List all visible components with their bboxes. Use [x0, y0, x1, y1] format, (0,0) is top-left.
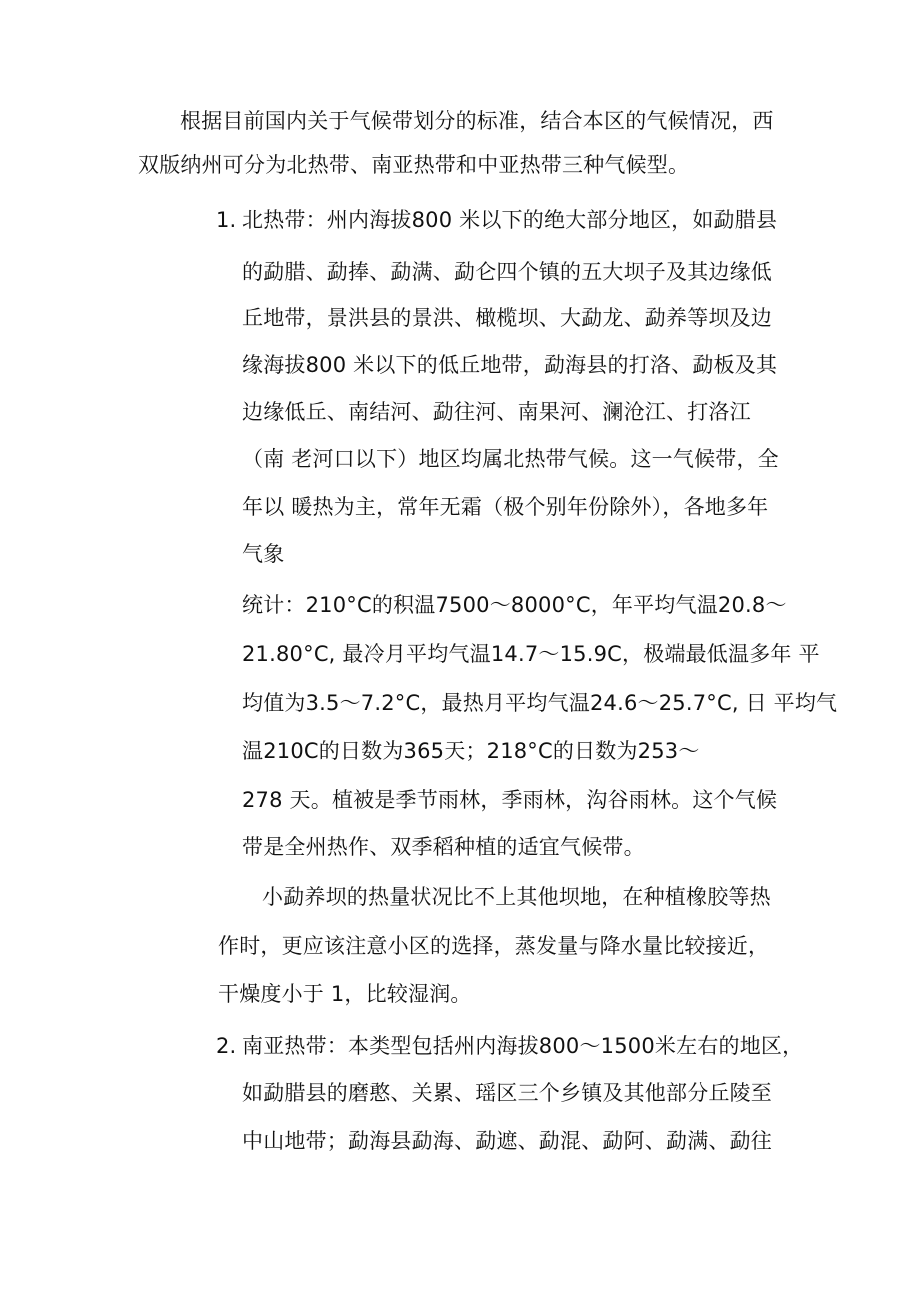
section-1-line: 边缘低丘、南结河、勐往河、南果河、澜沧江、打洛江: [242, 400, 751, 424]
section-1-line: （南 老河口以下）地区均属北热带气候。这一气候带，全: [242, 447, 779, 471]
section-1-line: 缘海拔800 米以下的低丘地带，勐海县的打洛、勐板及其: [242, 353, 778, 377]
section-1-line: 温210C的日数为365天；218°C的日数为253〜: [242, 739, 700, 763]
note-line: 干燥度小于 1，比较湿润。: [218, 982, 472, 1006]
section-1-line: 278 天。植被是季节雨林，季雨林，沟谷雨林。这个气候: [242, 788, 778, 812]
note-line: 作时，更应该注意小区的选择，蒸发量与降水量比较接近，: [218, 934, 770, 958]
section-2-line: 南亚热带：本类型包括州内海拔800〜1500米左右的地区，: [242, 1034, 804, 1058]
section-1-line: 带是全州热作、双季稻种植的适宜气候带。: [242, 835, 645, 859]
section-1-line: 丘地带，景洪县的景洪、橄榄坝、大勐龙、勐养等坝及边: [242, 306, 772, 330]
section-1-line: 均值为3.5〜7.2°C，最热月平均气温24.6〜25.7°C, 日 平均气: [242, 691, 838, 715]
intro-line-2: 双版纳州可分为北热带、南亚热带和中亚热带三种气候型。: [138, 153, 690, 177]
section-2-line: 中山地带；勐海县勐海、勐遮、勐混、勐阿、勐满、勐往: [242, 1129, 772, 1153]
section-1-line: 的勐腊、勐捧、勐满、勐仑四个镇的五大坝子及其边缘低: [242, 260, 772, 284]
section-2-number: 2.: [216, 1034, 237, 1058]
intro-line-1: 根据目前国内关于气候带划分的标准，结合本区的气候情况，西: [180, 109, 774, 133]
section-1-line: 年以 暖热为主，常年无霜（极个别年份除外），各地多年: [242, 495, 769, 519]
section-1-line: 北热带：州内海拔800 米以下的绝大部分地区，如勐腊县: [242, 208, 778, 232]
section-1-line: 21.80°C, 最冷月平均气温14.7〜15.9C，极端最低温多年 平: [242, 642, 820, 666]
note-line: 小勐养坝的热量状况比不上其他坝地，在种植橡胶等热: [262, 885, 771, 909]
section-1-line: 统计：210°C的积温7500〜8000°C，年平均气温20.8〜: [242, 593, 787, 617]
section-1-number: 1.: [216, 208, 237, 232]
section-1-line: 气象: [242, 542, 285, 566]
section-2-line: 如勐腊县的磨憨、关累、瑶区三个乡镇及其他部分丘陵至: [242, 1081, 772, 1105]
